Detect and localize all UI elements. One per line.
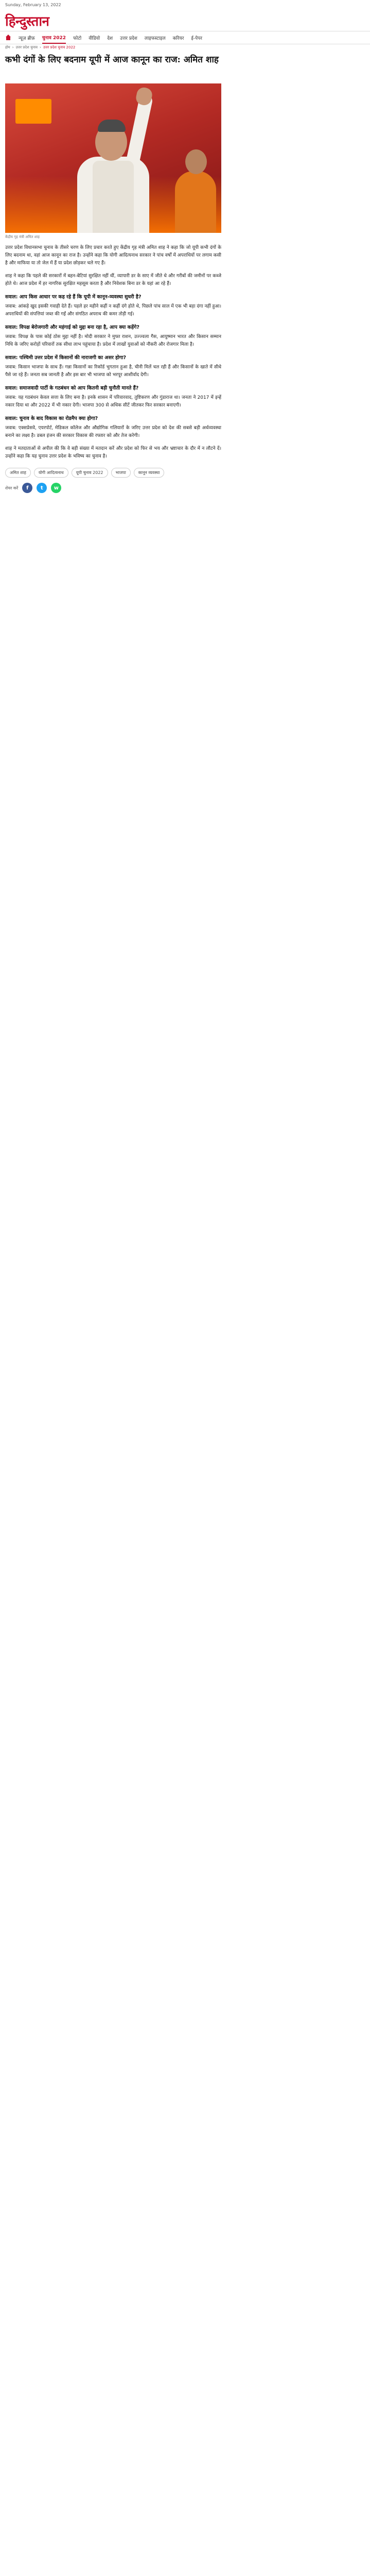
question-heading: सवाल: चुनाव के बाद विकास का रोडमैप क्या होगा? <box>5 416 98 421</box>
breadcrumb-up-election[interactable]: उत्तर प्रदेश चुनाव <box>15 45 38 49</box>
breadcrumb-separator: › <box>12 45 14 49</box>
article-paragraph: जवाब: यह गठबंधन केवल सत्ता के लिए बना है। इनके शासन में परिवारवाद, तुष्टिकरण और गुंडाराज था। जनता ने 2017 में इन्हें नकार दिया था और 2022 में भी नकार देगी। भाजपा 300 से अधिक सीटें जीतकर फिर सरकार बनाएगी। <box>5 395 221 408</box>
breadcrumb-current[interactable]: उत्तर प्रदेश चुनाव 2022 <box>43 45 76 49</box>
party-flag-shape <box>15 99 51 124</box>
breadcrumb <box>0 44 370 52</box>
nav-item-lifestyle[interactable]: लाइफस्टाइल <box>144 36 166 41</box>
article-paragraph: जवाब: एक्सप्रेसवे, एयरपोर्ट, मेडिकल कॉलेज और औद्योगिक गलियारों के जरिए उत्तर प्रदेश को देश की सबसे बड़ी अर्थव्यवस्था बनाने का लक्ष्य है। डबल इंजन की सरकार विकास की रफ्तार को और तेज करेगी। <box>5 426 221 438</box>
speaker-vest <box>93 161 134 233</box>
article-paragraph: जवाब: आंकड़े खुद इसकी गवाही देते हैं। पहले हर महीने कहीं न कहीं दंगे होते थे, पिछले पांच साल में एक भी बड़ा दंगा नहीं हुआ। अपराधियों की संपत्तियां जब्त की गईं और संगठित अपराध की कमर तोड़ी गई। <box>5 304 221 317</box>
share-bar <box>5 483 221 493</box>
current-date: Sunday, February 13, 2022 <box>5 3 61 7</box>
article-paragraph: उत्तर प्रदेश विधानसभा चुनाव के तीसरे चरण के लिए प्रचार करते हुए केंद्रीय गृह मंत्री अमित शाह ने कहा कि जो यूपी कभी दंगों के लिए बदनाम था, वहां आज कानून का राज है। उन्होंने कहा कि योगी आदित्यनाथ सरकार ने पांच वर्षों में अपराधियों पर लगाम कसी है और माफिया या तो जेल में हैं या प्रदेश छोड़कर चले गए हैं। <box>5 245 221 266</box>
topic-tag[interactable]: यूपी चुनाव 2022 <box>72 468 108 478</box>
nav-item-epaper[interactable]: ई-पेपर <box>191 36 202 41</box>
article-paragraph: जवाब: विपक्ष के पास कोई ठोस मुद्दा नहीं है। मोदी सरकार ने मुफ्त राशन, उज्ज्वला गैस, आयुष्मान भारत और किसान सम्मान निधि के जरिए करोड़ों परिवारों तक सीधा लाभ पहुंचाया है। प्रदेश में लाखों युवाओं को नौकरी और रोजगार मिला है। <box>5 334 221 347</box>
date-bar <box>0 0 370 10</box>
article-paragraph: शाह ने कहा कि पहले की सरकारों में बहन-बेटियां सुरक्षित नहीं थीं, व्यापारी डर के साए में जीते थे और गरीबों की जमीनों पर कब्जे होते थे। आज प्रदेश में हर नागरिक सुरक्षित महसूस करता है और निवेशक बिना डर के यहां आ रहे हैं। <box>5 274 221 286</box>
breadcrumb-home[interactable]: होम <box>5 45 10 49</box>
article-paragraph: शाह ने मतदाताओं से अपील की कि वे बड़ी संख्या में मतदान करें और प्रदेश को फिर से भय और भ्रष्टाचार के दौर में न लौटने दें। उन्होंने कहा कि यह चुनाव उत्तर प्रदेश के भविष्य का चुनाव है। <box>5 446 221 459</box>
nav-item-newsbrief[interactable]: न्यूज़ ब्रीफ़ <box>19 36 35 41</box>
masthead <box>0 10 370 31</box>
question-heading: सवाल: समाजवादी पार्टी के गठबंधन को आप कितनी बड़ी चुनौती मानते हैं? <box>5 385 139 391</box>
main-nav <box>0 31 370 44</box>
article-paragraph: जवाब: किसान भाजपा के साथ हैं। गन्ना किसानों का रिकॉर्ड भुगतान हुआ है, चीनी मिलें चल रही हैं और किसानों के खाते में सीधे पैसे जा रहे हैं। जनता सब जानती है और इस बार भी भाजपा को भरपूर आशीर्वाद देगी। <box>5 365 221 378</box>
nav-home-icon[interactable] <box>5 31 11 44</box>
question-heading: सवाल: पश्चिमी उत्तर प्रदेश में किसानों की नाराजगी का असर होगा? <box>5 355 127 361</box>
site-logo[interactable]: हिन्दुस्तान <box>5 14 49 29</box>
share-label: शेयर करें <box>5 485 19 490</box>
topic-tag[interactable]: भाजपा <box>111 468 131 478</box>
twitter-share-button[interactable]: t <box>37 483 47 493</box>
whatsapp-share-button[interactable]: w <box>51 483 61 493</box>
topic-tag[interactable]: योगी आदित्यनाथ <box>34 468 68 478</box>
question-heading: सवाल: आप किस आधार पर कह रहे हैं कि यूपी में कानून-व्यवस्था सुधरी है? <box>5 294 142 300</box>
topic-tag[interactable]: अमित शाह <box>5 468 31 478</box>
topic-tags <box>5 468 221 478</box>
nav-item-up[interactable]: उत्तर प्रदेश <box>120 36 137 41</box>
nav-item-photo[interactable]: फोटो <box>73 36 82 41</box>
article-body <box>0 242 226 493</box>
nav-item-video[interactable]: वीडियो <box>89 36 100 41</box>
second-person-body <box>175 171 216 233</box>
topic-tag[interactable]: कानून व्यवस्था <box>134 468 165 478</box>
nav-item-country[interactable]: देश <box>107 36 113 41</box>
nav-item-election[interactable]: चुनाव 2022 <box>42 31 66 44</box>
second-person-head <box>185 149 207 174</box>
nav-item-career[interactable]: करियर <box>172 36 184 41</box>
facebook-share-button[interactable]: f <box>22 483 32 493</box>
home-icon <box>5 35 11 41</box>
question-heading: सवाल: विपक्ष बेरोजगारी और महंगाई को मुद्दा बना रहा है, आप क्या कहेंगे? <box>5 325 139 330</box>
article-headline: कभी दंगों के लिए बदनाम यूपी में आज कानून का राज: अमित शाह <box>5 55 219 65</box>
image-caption: केंद्रीय गृह मंत्री अमित शाह <box>5 235 40 239</box>
speaker-hair <box>98 120 126 132</box>
hero-image <box>5 83 221 233</box>
breadcrumb-separator: › <box>40 45 41 49</box>
